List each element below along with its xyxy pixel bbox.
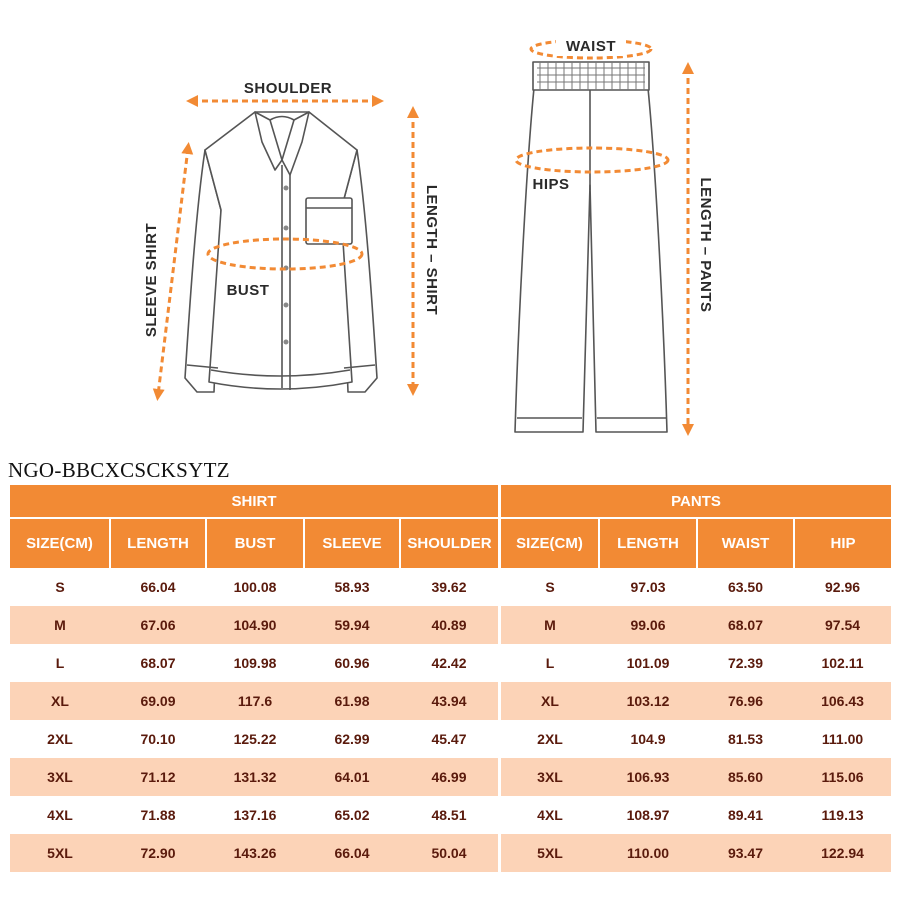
pants-table-row (501, 720, 891, 758)
pants-cell: 89.41 (697, 796, 794, 834)
shirt-cell: 62.99 (304, 720, 400, 758)
pants-table-row (501, 568, 891, 606)
pants-size-table (501, 485, 891, 872)
pants-col-header: HIP (794, 518, 891, 568)
pants-cell: 2XL (501, 720, 599, 758)
shirt-cell: 66.04 (110, 568, 206, 606)
shirt-cell: 131.32 (206, 758, 304, 796)
shirt-table-row (10, 644, 498, 682)
shirt-table-row (10, 758, 498, 796)
shirt-cell: 60.96 (304, 644, 400, 682)
shirt-cell: 137.16 (206, 796, 304, 834)
pants-cell: 81.53 (697, 720, 794, 758)
pants-cell: XL (501, 682, 599, 720)
shirt-table-row (10, 568, 498, 606)
pants-table-body (501, 568, 891, 872)
shirt-cell: 42.42 (400, 644, 498, 682)
shirt-cell: 5XL (10, 834, 110, 872)
pants-cell: 103.12 (599, 682, 697, 720)
pants-cell: 4XL (501, 796, 599, 834)
shirt-cell: 59.94 (304, 606, 400, 644)
pants-table-row (501, 834, 891, 872)
shirt-col-header: BUST (206, 518, 304, 568)
pants-cell: 119.13 (794, 796, 891, 834)
label-length-pants: LENGTH – PANTS (697, 177, 714, 313)
shirt-cell: 72.90 (110, 834, 206, 872)
shirt-table-row (10, 796, 498, 834)
shirt-cell: XL (10, 682, 110, 720)
label-waist: WAIST (566, 38, 616, 55)
shirt-cell: 71.12 (110, 758, 206, 796)
shirt-cell: 66.04 (304, 834, 400, 872)
pants-cell: 97.03 (599, 568, 697, 606)
pants-table-row (501, 796, 891, 834)
pants-cell: 106.93 (599, 758, 697, 796)
shirt-cell: 69.09 (110, 682, 206, 720)
shirt-col-header: SLEEVE (304, 518, 400, 568)
shirt-table-row (10, 682, 498, 720)
shirt-col-header: LENGTH (110, 518, 206, 568)
shirt-cell: 50.04 (400, 834, 498, 872)
pants-cell: 63.50 (697, 568, 794, 606)
pants-table-row (501, 758, 891, 796)
shirt-cell: 2XL (10, 720, 110, 758)
shirt-cell: M (10, 606, 110, 644)
shirt-table-title: SHIRT (10, 485, 498, 518)
shirt-table-body (10, 568, 498, 872)
pants-cell: 72.39 (697, 644, 794, 682)
pants-cell: 115.06 (794, 758, 891, 796)
shirt-table-row (10, 720, 498, 758)
pants-cell: M (501, 606, 599, 644)
pants-col-header: LENGTH (599, 518, 697, 568)
shirt-col-header: SIZE(CM) (10, 518, 110, 568)
pants-cell: 3XL (501, 758, 599, 796)
pants-cell: 111.00 (794, 720, 891, 758)
shirt-cell: 67.06 (110, 606, 206, 644)
pants-cell: 101.09 (599, 644, 697, 682)
shirt-cell: 64.01 (304, 758, 400, 796)
pants-table-row (501, 606, 891, 644)
pants-cell: 102.11 (794, 644, 891, 682)
pants-cell: 97.54 (794, 606, 891, 644)
shirt-cell: 68.07 (110, 644, 206, 682)
shirt-cell: 117.6 (206, 682, 304, 720)
shirt-illustration (185, 112, 377, 392)
pants-cell: 104.9 (599, 720, 697, 758)
shirt-cell: 61.98 (304, 682, 400, 720)
label-sleeve-shirt: SLEEVE SHIRT (143, 222, 160, 338)
shirt-cell: 4XL (10, 796, 110, 834)
shirt-cell: 100.08 (206, 568, 304, 606)
shirt-cell: 39.62 (400, 568, 498, 606)
pants-illustration (515, 62, 667, 432)
pants-cell: 106.43 (794, 682, 891, 720)
shirt-cell: 70.10 (110, 720, 206, 758)
shirt-header-row (10, 518, 498, 568)
label-shoulder: SHOULDER (243, 80, 333, 97)
shirt-cell: 143.26 (206, 834, 304, 872)
shirt-cell: 58.93 (304, 568, 400, 606)
pants-cell: 68.07 (697, 606, 794, 644)
pants-col-header: WAIST (697, 518, 794, 568)
label-bust: BUST (226, 282, 270, 299)
shirt-cell: 48.51 (400, 796, 498, 834)
pants-cell: S (501, 568, 599, 606)
shirt-cell: 71.88 (110, 796, 206, 834)
shirt-table-row (10, 834, 498, 872)
shirt-cell: S (10, 568, 110, 606)
pants-cell: 110.00 (599, 834, 697, 872)
pants-header-row (501, 518, 891, 568)
pants-cell: 99.06 (599, 606, 697, 644)
shirt-cell: 125.22 (206, 720, 304, 758)
shirt-cell: 104.90 (206, 606, 304, 644)
pants-cell: 5XL (501, 834, 599, 872)
pants-cell: 122.94 (794, 834, 891, 872)
pants-table-title: PANTS (501, 485, 891, 518)
pants-cell: 85.60 (697, 758, 794, 796)
shirt-cell: 43.94 (400, 682, 498, 720)
pants-table-row (501, 682, 891, 720)
shirt-cell: L (10, 644, 110, 682)
shirt-cell: 65.02 (304, 796, 400, 834)
shirt-table-row (10, 606, 498, 644)
product-code: NGO-BBCXCSCKSYTZ (8, 458, 230, 482)
label-hips: HIPS (532, 176, 570, 193)
shirt-cell: 3XL (10, 758, 110, 796)
label-length-shirt: LENGTH – SHIRT (423, 184, 440, 316)
pants-cell: 93.47 (697, 834, 794, 872)
pants-cell: L (501, 644, 599, 682)
pants-table-row (501, 644, 891, 682)
shirt-cell: 109.98 (206, 644, 304, 682)
pants-cell: 108.97 (599, 796, 697, 834)
pants-cell: 92.96 (794, 568, 891, 606)
pants-cell: 76.96 (697, 682, 794, 720)
shirt-cell: 45.47 (400, 720, 498, 758)
pants-col-header: SIZE(CM) (501, 518, 599, 568)
shirt-cell: 46.99 (400, 758, 498, 796)
shirt-cell: 40.89 (400, 606, 498, 644)
shirt-col-header: SHOULDER (400, 518, 498, 568)
shirt-size-table (10, 485, 498, 872)
